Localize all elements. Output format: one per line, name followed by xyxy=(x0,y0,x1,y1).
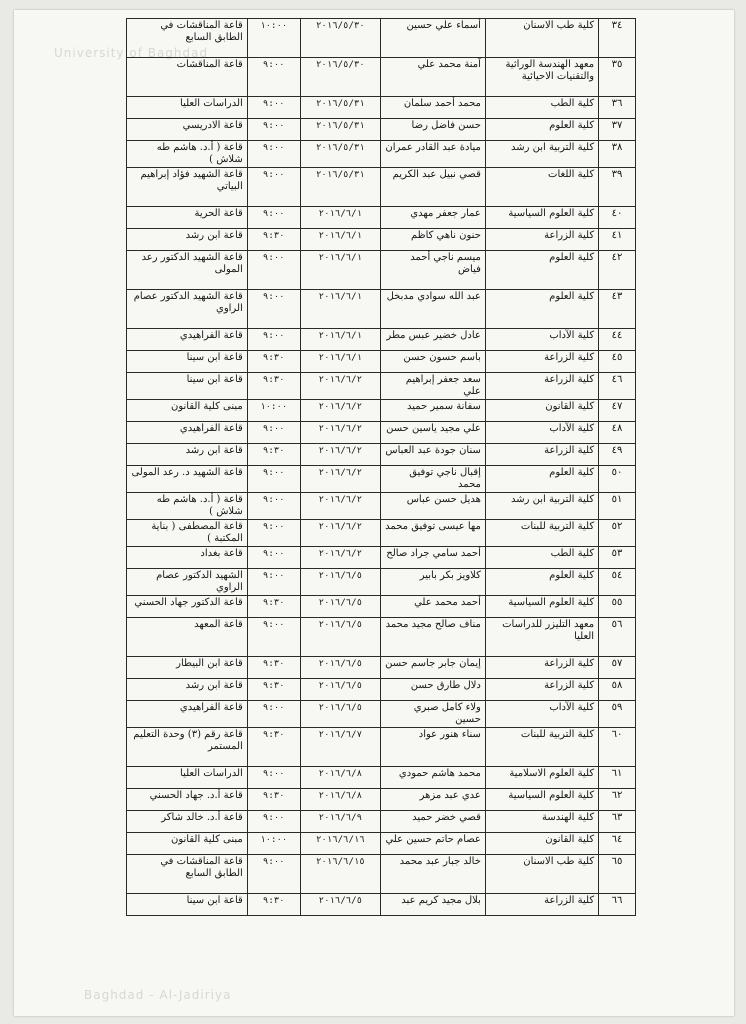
hall-cell: قاعة الفراهيدي xyxy=(127,701,248,728)
student-name-cell: كلاويز بكر بابير xyxy=(380,569,485,596)
time-cell: ٩:٠٠ xyxy=(247,466,300,493)
hall-cell: قاعة ( أ.د. هاشم طه شلاش ) xyxy=(127,493,248,520)
row-number: ٦١ xyxy=(599,767,636,789)
hall-cell: قاعة المصطفى ( بناية المكتبة ) xyxy=(127,520,248,547)
date-cell: ٢٠١٦/٦/١ xyxy=(300,290,380,329)
time-cell: ١٠:٠٠ xyxy=(247,19,300,58)
college-cell: كلية العلوم xyxy=(485,569,598,596)
student-name-cell: محمد أحمد سلمان xyxy=(380,97,485,119)
table-row xyxy=(127,400,636,422)
table-row xyxy=(127,618,636,657)
student-name-cell: إقبال ناجي توفيق محمد xyxy=(380,466,485,493)
college-cell: كلية التربية ابن رشد xyxy=(485,493,598,520)
student-name-cell: باسم حسون حسن xyxy=(380,351,485,373)
row-number: ٥٦ xyxy=(599,618,636,657)
college-cell: كلية الزراعة xyxy=(485,679,598,701)
row-number: ٦٤ xyxy=(599,833,636,855)
time-cell: ٩:٠٠ xyxy=(247,422,300,444)
row-number: ٤٤ xyxy=(599,329,636,351)
row-number: ٥٠ xyxy=(599,466,636,493)
student-name-cell: علي مجيد ياسين حسن xyxy=(380,422,485,444)
date-cell: ٢٠١٦/٦/٢ xyxy=(300,373,380,400)
college-cell: كلية طب الاسنان xyxy=(485,19,598,58)
hall-cell: قاعة ابن البيطار xyxy=(127,657,248,679)
time-cell: ٩:٠٠ xyxy=(247,119,300,141)
student-name-cell: إيمان جابر جاسم حسن xyxy=(380,657,485,679)
hall-cell: قاعة ابن سينا xyxy=(127,373,248,400)
hall-cell: قاعة الدكتور جهاد الحسني xyxy=(127,596,248,618)
hall-cell: قاعة ( أ.د. هاشم طه شلاش ) xyxy=(127,141,248,168)
date-cell: ٢٠١٦/٦/٢ xyxy=(300,400,380,422)
college-cell: كلية العلوم السياسية xyxy=(485,207,598,229)
table-row xyxy=(127,701,636,728)
table-row xyxy=(127,444,636,466)
row-number: ٤٣ xyxy=(599,290,636,329)
student-name-cell: أحمد محمد علي xyxy=(380,596,485,618)
college-cell: كلية الهندسة xyxy=(485,811,598,833)
college-cell: كلية القانون xyxy=(485,400,598,422)
hall-cell: قاعة أ.د. جهاد الحسني xyxy=(127,789,248,811)
college-cell: كلية التربية للبنات xyxy=(485,520,598,547)
student-name-cell: عمار جعفر مهدي xyxy=(380,207,485,229)
student-name-cell: عبد الله سوادي مدبخل xyxy=(380,290,485,329)
row-number: ٦٣ xyxy=(599,811,636,833)
row-number: ٣٨ xyxy=(599,141,636,168)
table-row xyxy=(127,520,636,547)
time-cell: ٩:٣٠ xyxy=(247,728,300,767)
row-number: ٤١ xyxy=(599,229,636,251)
hall-cell: قاعة ابن سينا xyxy=(127,894,248,916)
date-cell: ٢٠١٦/٦/٢ xyxy=(300,466,380,493)
student-name-cell: بلال مجيد كريم عبد xyxy=(380,894,485,916)
date-cell: ٢٠١٦/٦/١٥ xyxy=(300,855,380,894)
student-name-cell: هديل حسن عباس xyxy=(380,493,485,520)
time-cell: ٩:٣٠ xyxy=(247,444,300,466)
date-cell: ٢٠١٦/٦/١ xyxy=(300,351,380,373)
table-row xyxy=(127,373,636,400)
date-cell: ٢٠١٦/٦/٨ xyxy=(300,789,380,811)
time-cell: ٩:٣٠ xyxy=(247,679,300,701)
student-name-cell: ميادة عبد القادر عمران xyxy=(380,141,485,168)
row-number: ٣٩ xyxy=(599,168,636,207)
college-cell: كلية الزراعة xyxy=(485,894,598,916)
student-name-cell: محمد هاشم حمودي xyxy=(380,767,485,789)
row-number: ٦٦ xyxy=(599,894,636,916)
hall-cell: قاعة الشهيد الدكتور رعد المولى xyxy=(127,251,248,290)
hall-cell: قاعة ابن رشد xyxy=(127,229,248,251)
date-cell: ٢٠١٦/٦/٢ xyxy=(300,444,380,466)
time-cell: ٩:٣٠ xyxy=(247,373,300,400)
date-cell: ٢٠١٦/٥/٣١ xyxy=(300,168,380,207)
row-number: ٣٦ xyxy=(599,97,636,119)
table-row xyxy=(127,329,636,351)
date-cell: ٢٠١٦/٦/١ xyxy=(300,207,380,229)
hall-cell: الدراسات العليا xyxy=(127,97,248,119)
student-name-cell: ميسم ناجي أحمد فياض xyxy=(380,251,485,290)
time-cell: ٩:٣٠ xyxy=(247,657,300,679)
time-cell: ٩:٠٠ xyxy=(247,855,300,894)
time-cell: ٩:٠٠ xyxy=(247,569,300,596)
date-cell: ٢٠١٦/٦/٢ xyxy=(300,520,380,547)
table-row xyxy=(127,466,636,493)
student-name-cell: قصي نبيل عبد الكريم xyxy=(380,168,485,207)
date-cell: ٢٠١٦/٦/٥ xyxy=(300,657,380,679)
table-row xyxy=(127,141,636,168)
student-name-cell: آمنة محمد علي xyxy=(380,58,485,97)
college-cell: كلية التربية للبنات xyxy=(485,728,598,767)
table-row xyxy=(127,547,636,569)
hall-cell: قاعة المناقشات xyxy=(127,58,248,97)
college-cell: كلية الزراعة xyxy=(485,351,598,373)
hall-cell: قاعة المناقشات في الطابق السابع xyxy=(127,19,248,58)
date-cell: ٢٠١٦/٦/٥ xyxy=(300,596,380,618)
hall-cell: قاعة المناقشات في الطابق السابع xyxy=(127,855,248,894)
college-cell: كلية التربية ابن رشد xyxy=(485,141,598,168)
student-name-cell: عادل خضير عبس مطر xyxy=(380,329,485,351)
row-number: ٤٢ xyxy=(599,251,636,290)
row-number: ٤٩ xyxy=(599,444,636,466)
time-cell: ٩:٠٠ xyxy=(247,141,300,168)
row-number: ٦٥ xyxy=(599,855,636,894)
student-name-cell: سعد جعفر إبراهيم علي xyxy=(380,373,485,400)
time-cell: ٩:٠٠ xyxy=(247,618,300,657)
time-cell: ٩:٠٠ xyxy=(247,547,300,569)
date-cell: ٢٠١٦/٦/١٦ xyxy=(300,833,380,855)
hall-cell: قاعة الشهيد الدكتور عصام الراوي xyxy=(127,290,248,329)
date-cell: ٢٠١٦/٦/٢ xyxy=(300,422,380,444)
time-cell: ٩:٠٠ xyxy=(247,58,300,97)
watermark-footer: Baghdad - Al-Jadiriya xyxy=(84,988,232,1002)
row-number: ٤٧ xyxy=(599,400,636,422)
table-row xyxy=(127,728,636,767)
table-row xyxy=(127,569,636,596)
table-row xyxy=(127,657,636,679)
college-cell: كلية العلوم السياسية xyxy=(485,789,598,811)
watermark-text: University of Baghdad xyxy=(54,46,209,60)
date-cell: ٢٠١٦/٦/٥ xyxy=(300,618,380,657)
student-name-cell: خالد جبار عبد محمد xyxy=(380,855,485,894)
date-cell: ٢٠١٦/٥/٣١ xyxy=(300,97,380,119)
table-row xyxy=(127,767,636,789)
date-cell: ٢٠١٦/٥/٣٠ xyxy=(300,19,380,58)
table-row xyxy=(127,894,636,916)
hall-cell: قاعة الحرية xyxy=(127,207,248,229)
date-cell: ٢٠١٦/٦/٥ xyxy=(300,679,380,701)
hall-cell: مبنى كلية القانون xyxy=(127,400,248,422)
table-row xyxy=(127,351,636,373)
time-cell: ٩:٣٠ xyxy=(247,789,300,811)
college-cell: كلية الزراعة xyxy=(485,657,598,679)
table-row xyxy=(127,789,636,811)
college-cell: معهد الهندسة الوراثية والتقنيات الاحيائية xyxy=(485,58,598,97)
table-row xyxy=(127,19,636,58)
hall-cell: قاعة الشهيد د. رعد المولى xyxy=(127,466,248,493)
time-cell: ٩:٠٠ xyxy=(247,329,300,351)
hall-cell: قاعة الادريسي xyxy=(127,119,248,141)
row-number: ٥٣ xyxy=(599,547,636,569)
hall-cell: الدراسات العليا xyxy=(127,767,248,789)
hall-cell: قاعة الشهيد فؤاد إبراهيم البياتي xyxy=(127,168,248,207)
student-name-cell: مناف صالح مجيد محمد xyxy=(380,618,485,657)
row-number: ٦٠ xyxy=(599,728,636,767)
hall-cell: قاعة الفراهيدي xyxy=(127,329,248,351)
time-cell: ٩:٠٠ xyxy=(247,520,300,547)
date-cell: ٢٠١٦/٥/٣١ xyxy=(300,119,380,141)
hall-cell: قاعة أ.د. خالد شاكر xyxy=(127,811,248,833)
date-cell: ٢٠١٦/٦/١ xyxy=(300,229,380,251)
student-name-cell: سفانة سمير حميد xyxy=(380,400,485,422)
college-cell: كلية القانون xyxy=(485,833,598,855)
table-row xyxy=(127,251,636,290)
hall-cell: قاعة الفراهيدي xyxy=(127,422,248,444)
college-cell: كلية الآداب xyxy=(485,329,598,351)
row-number: ٥٨ xyxy=(599,679,636,701)
time-cell: ١٠:٠٠ xyxy=(247,833,300,855)
date-cell: ٢٠١٦/٦/٨ xyxy=(300,767,380,789)
student-name-cell: مها عيسى توفيق محمد xyxy=(380,520,485,547)
college-cell: كلية الزراعة xyxy=(485,229,598,251)
table-row xyxy=(127,58,636,97)
college-cell: كلية العلوم xyxy=(485,466,598,493)
row-number: ٣٤ xyxy=(599,19,636,58)
student-name-cell: أحمد سامي جراد صالح xyxy=(380,547,485,569)
hall-cell: قاعة ابن رشد xyxy=(127,444,248,466)
college-cell: كلية العلوم xyxy=(485,290,598,329)
table-row xyxy=(127,207,636,229)
row-number: ٥٤ xyxy=(599,569,636,596)
time-cell: ٩:٣٠ xyxy=(247,894,300,916)
date-cell: ٢٠١٦/٦/٥ xyxy=(300,894,380,916)
college-cell: كلية الآداب xyxy=(485,422,598,444)
student-name-cell: عدي عبد مزهر xyxy=(380,789,485,811)
time-cell: ٩:٠٠ xyxy=(247,290,300,329)
college-cell: كلية الطب xyxy=(485,97,598,119)
time-cell: ٩:٠٠ xyxy=(247,701,300,728)
college-cell: كلية اللغات xyxy=(485,168,598,207)
college-cell: معهد التليزر للدراسات العليا xyxy=(485,618,598,657)
time-cell: ٩:٣٠ xyxy=(247,229,300,251)
row-number: ٤٨ xyxy=(599,422,636,444)
table-row xyxy=(127,97,636,119)
time-cell: ٩:٠٠ xyxy=(247,168,300,207)
time-cell: ٩:٠٠ xyxy=(247,207,300,229)
student-name-cell: عصام حاتم حسين علي xyxy=(380,833,485,855)
student-name-cell: قصي خضر حميد xyxy=(380,811,485,833)
table-row xyxy=(127,422,636,444)
student-name-cell: سناء هنور عواد xyxy=(380,728,485,767)
row-number: ٦٢ xyxy=(599,789,636,811)
date-cell: ٢٠١٦/٦/١ xyxy=(300,329,380,351)
hall-cell: قاعة رقم (٣) وحدة التعليم المستمر xyxy=(127,728,248,767)
table-row xyxy=(127,596,636,618)
row-number: ٣٧ xyxy=(599,119,636,141)
college-cell: كلية طب الاسنان xyxy=(485,855,598,894)
hall-cell: قاعة ابن سينا xyxy=(127,351,248,373)
row-number: ٥٩ xyxy=(599,701,636,728)
date-cell: ٢٠١٦/٦/٢ xyxy=(300,493,380,520)
time-cell: ٩:٠٠ xyxy=(247,97,300,119)
hall-cell: قاعة المعهد xyxy=(127,618,248,657)
row-number: ٣٥ xyxy=(599,58,636,97)
time-cell: ٩:٠٠ xyxy=(247,251,300,290)
hall-cell: قاعة ابن رشد xyxy=(127,679,248,701)
row-number: ٤٦ xyxy=(599,373,636,400)
student-name-cell: حسن فاضل رضا xyxy=(380,119,485,141)
date-cell: ٢٠١٦/٦/٥ xyxy=(300,701,380,728)
college-cell: كلية العلوم السياسية xyxy=(485,596,598,618)
college-cell: كلية الزراعة xyxy=(485,444,598,466)
table-row xyxy=(127,855,636,894)
college-cell: كلية الطب xyxy=(485,547,598,569)
student-name-cell: أسماء علي حسين xyxy=(380,19,485,58)
table-row xyxy=(127,493,636,520)
college-cell: كلية العلوم الاسلامية xyxy=(485,767,598,789)
row-number: ٥٧ xyxy=(599,657,636,679)
date-cell: ٢٠١٦/٦/١ xyxy=(300,251,380,290)
time-cell: ١٠:٠٠ xyxy=(247,400,300,422)
table-row xyxy=(127,679,636,701)
table-row xyxy=(127,290,636,329)
table-row xyxy=(127,833,636,855)
row-number: ٤٥ xyxy=(599,351,636,373)
table-row xyxy=(127,119,636,141)
college-cell: كلية الآداب xyxy=(485,701,598,728)
table-row xyxy=(127,229,636,251)
date-cell: ٢٠١٦/٦/٥ xyxy=(300,569,380,596)
date-cell: ٢٠١٦/٦/٧ xyxy=(300,728,380,767)
time-cell: ٩:٣٠ xyxy=(247,596,300,618)
date-cell: ٢٠١٦/٥/٣١ xyxy=(300,141,380,168)
table-row xyxy=(127,168,636,207)
time-cell: ٩:٣٠ xyxy=(247,351,300,373)
time-cell: ٩:٠٠ xyxy=(247,811,300,833)
defense-schedule-table xyxy=(126,18,636,916)
table-row xyxy=(127,811,636,833)
date-cell: ٢٠١٦/٦/٩ xyxy=(300,811,380,833)
student-name-cell: دلال طارق حسن xyxy=(380,679,485,701)
student-name-cell: سنان جودة عبد العباس xyxy=(380,444,485,466)
row-number: ٤٠ xyxy=(599,207,636,229)
row-number: ٥٥ xyxy=(599,596,636,618)
row-number: ٥١ xyxy=(599,493,636,520)
time-cell: ٩:٠٠ xyxy=(247,493,300,520)
college-cell: كلية الزراعة xyxy=(485,373,598,400)
date-cell: ٢٠١٦/٦/٢ xyxy=(300,547,380,569)
date-cell: ٢٠١٦/٥/٣٠ xyxy=(300,58,380,97)
college-cell: كلية العلوم xyxy=(485,251,598,290)
row-number: ٥٢ xyxy=(599,520,636,547)
hall-cell: مبنى كلية القانون xyxy=(127,833,248,855)
student-name-cell: ولاء كامل صبري حسين xyxy=(380,701,485,728)
time-cell: ٩:٠٠ xyxy=(247,767,300,789)
student-name-cell: حنون ناهي كاظم xyxy=(380,229,485,251)
college-cell: كلية العلوم xyxy=(485,119,598,141)
hall-cell: قاعة بغداد xyxy=(127,547,248,569)
hall-cell: الشهيد الدكتور عصام الراوي xyxy=(127,569,248,596)
